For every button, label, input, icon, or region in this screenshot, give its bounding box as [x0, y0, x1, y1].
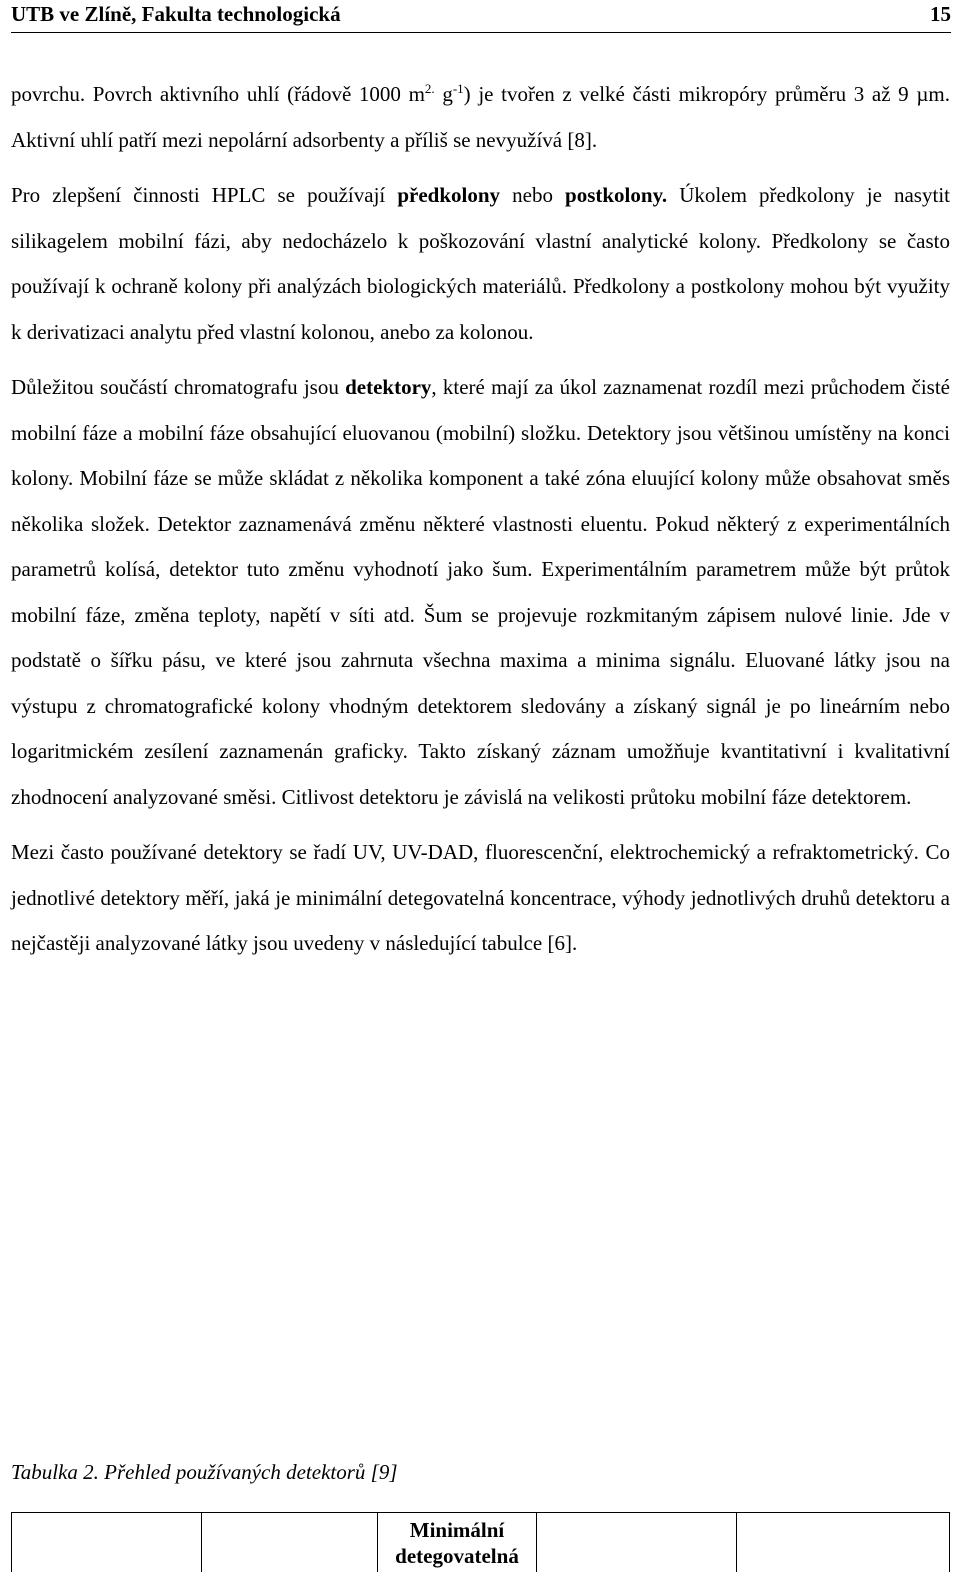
text-run: nebo [500, 183, 565, 207]
bold-term: předkolony [397, 183, 500, 207]
bold-term: detektory [345, 375, 431, 399]
body-text [11, 72, 950, 967]
table-header-cell [201, 1513, 377, 1572]
text-run: , které mají za úkol zaznamenat rozdíl mezi průchodem čisté mobilní fáze a mobilní fáze obsahující eluovanou (mobilní) složku. Detektory jsou většinou umístěny na konci kolony. Mobilní fáze se může skládat z několika komponent a také zóna eluující kolony může obsahovat směs několika složek. Detektor zaznamenává změnu některé vlastnosti eluentu. Pokud některý z experimentálních parametrů kolísá, detektor tuto změnu vyhodnotí jako šum. Experimentálním parametrem může být průtok mobilní fáze, změna teploty, napětí v síti atd. Šum se projevuje rozkmitaným zápisem nulové linie. Jde v podstatě o šířku pásu, ve které jsou zahrnuta všechna maxima a minima signálu. Eluované látky jsou na výstupu z chromatografické kolony vhodným detektorem sledovány a získaný signál je po lineárním nebo logaritmickém zesílení zaznamenán graficky. Takto získaný záznam umožňuje kvantitativní i kvalitativní zhodnocení analyzované směsi. Citlivost detektoru je závislá na velikosti průtoku mobilní fáze detektorem. [11, 375, 950, 809]
paragraph [11, 830, 950, 967]
detector-table [11, 1512, 950, 1572]
text-run: Úkolem předkolony je nasytit silikagelem mobilní fázi, aby nedocházelo k poškozování vlastní analytické kolony. Předkolony se často používají k ochraně kolony při analýzách biologických materiálů. Předkolony a postkolony mohou být využity k derivatizaci analytu před vlastní kolonou, anebo za kolonou. [11, 183, 950, 344]
text-run: ) je tvořen z velké části mikropóry průměru 3 až 9 µm. Aktivní uhlí patří mezi nepolární adsorbenty a příliš se nevyužívá [8]. [11, 82, 950, 152]
table-header-cell [737, 1513, 950, 1572]
table-header-cell [12, 1513, 202, 1572]
paragraph [11, 365, 950, 820]
table-grid [11, 1512, 950, 1572]
superscript: -1 [453, 81, 464, 96]
bold-term: postkolony. [565, 183, 667, 207]
text-run: Mezi často používané detektory se řadí UV, UV-DAD, fluorescenční, elektrochemický a refraktometrický. Co jednotlivé detektory měří, jaká je minimální detegovatelná koncentrace, výhody jednotlivých druhů detektoru a nejčastěji analyzované látky jsou uvedeny v následující tabulce [6]. [11, 840, 950, 955]
superscript: 2. [425, 81, 435, 96]
text-run: povrchu. Povrch aktivního uhlí (řádově 1000 m [11, 82, 425, 106]
table-header-cell: Minimální detegovatelná [377, 1513, 537, 1572]
text-run: Pro zlepšení činnosti HPLC se používají [11, 183, 397, 207]
table-header-cell [537, 1513, 737, 1572]
table-caption: Tabulka 2. Přehled používaných detektorů [9] [11, 1458, 398, 1486]
paragraph [11, 72, 950, 163]
page-header [11, 0, 951, 33]
header-title: UTB ve Zlíně, Fakulta technologická [11, 1, 341, 27]
paragraph [11, 173, 950, 355]
text-run: Důležitou součástí chromatografu jsou [11, 375, 345, 399]
table-header-row [12, 1513, 950, 1572]
page-number: 15 [930, 1, 951, 27]
text-run: g [435, 82, 453, 106]
